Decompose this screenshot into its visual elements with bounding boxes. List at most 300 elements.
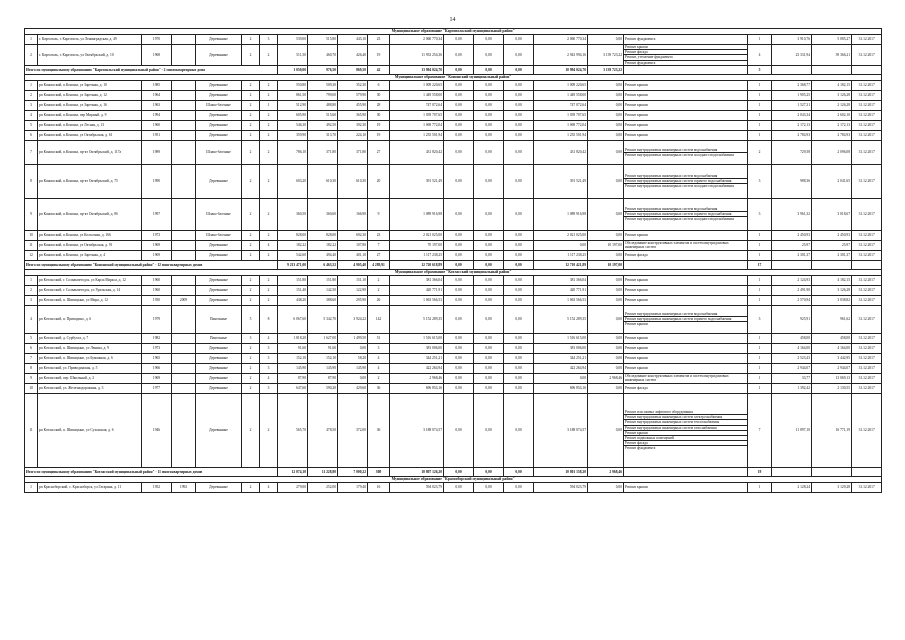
cost-limit: 961,62 [812, 305, 852, 333]
resident-count: 6 [368, 80, 390, 90]
repair-work-item: Ремонт крыши [625, 278, 648, 283]
repair-work-item: Ремонт фундамента [625, 446, 656, 451]
work-count: 1 [748, 285, 772, 295]
table-row [25, 90, 882, 100]
house-address: рп Коношский, п.Коноша, ул Заречная, д. 12 [38, 90, 142, 100]
cost-limit: 2 944,07 [812, 363, 852, 373]
other-funds-sum: 3 139 723,22 [588, 65, 624, 74]
fund-share: 0,00 [444, 240, 474, 250]
floor-count: 2 [242, 35, 260, 45]
total-repair-cost: 594 023,79 [390, 482, 444, 492]
total-repair-cost: 381 366,04 [390, 275, 444, 285]
regional-budget-sum: 0,00 [474, 260, 504, 269]
resident-count: 27 [368, 140, 390, 164]
cost-limit: 2 126,28 [812, 100, 852, 110]
unit-cost: 2 523,43 [772, 353, 812, 363]
residential-area: 145,90 [338, 363, 368, 373]
premises-area-sum: 6 463,52 [308, 260, 338, 269]
repair-work-item: Обследование конструктивных элементов и систем внутридомовых инженерных систем [625, 374, 729, 383]
wall-material: Деревянные [196, 35, 242, 45]
resident-count: 19 [368, 130, 390, 140]
reconstruction-year [172, 100, 196, 110]
regional-budget: 0,00 [474, 285, 504, 295]
work-count-sum: 5 [748, 65, 772, 74]
entrance-count: 3 [260, 383, 278, 393]
house-address: рп Коношский, п.Коноша, пер Мирный, д. 9 [38, 110, 142, 120]
premises-area: 515,60 [308, 110, 338, 120]
row-number: 11 [25, 393, 38, 467]
unit-cost: 3 910,76 [772, 35, 812, 45]
premises-area: 87,90 [308, 373, 338, 383]
local-budget: 0,00 [504, 295, 534, 305]
resident-count: 23 [368, 35, 390, 45]
fund-share: 0,00 [444, 295, 474, 305]
build-year: 1952 [142, 482, 172, 492]
resident-sum: 4 289,91 [368, 260, 390, 269]
total-repair-cost: 2 021 025,00 [390, 230, 444, 240]
total-area: 182,22 [278, 240, 308, 250]
reconstruction-year [172, 275, 196, 285]
blank-cell [852, 65, 882, 74]
repair-work-item: Ремонт крыши [625, 233, 648, 238]
regional-budget: 0,00 [474, 35, 504, 45]
resident-count: 36 [368, 393, 390, 467]
reconstruction-year [172, 353, 196, 363]
blank-cell [812, 467, 852, 476]
reconstruction-year [172, 80, 196, 90]
wall-material: Деревянные [196, 343, 242, 353]
build-year: 1965 [142, 353, 172, 363]
owners-funds: 0,00 [534, 240, 588, 250]
entrance-count: 2 [260, 130, 278, 140]
work-count: 1 [748, 353, 772, 363]
build-year: 1969 [142, 373, 172, 383]
fund-share: 0,00 [444, 343, 474, 353]
wall-material: Деревянные [196, 80, 242, 90]
fund-share: 0,00 [444, 90, 474, 100]
repair-works [624, 164, 748, 198]
repair-works [624, 275, 748, 285]
owners-funds: 1 039 707,65 [534, 110, 588, 120]
premises-area: 488,80 [308, 100, 338, 110]
regional-budget: 0,00 [474, 90, 504, 100]
other-funds: 10 197,00 [588, 240, 624, 250]
local-budget: 0,00 [504, 285, 534, 295]
repair-works [624, 383, 748, 393]
repair-work-item: Ремонт крыши [625, 133, 648, 138]
other-funds: 0,00 [588, 90, 624, 100]
unit-cost: 23 331,94 [772, 45, 812, 66]
total-area: 279,00 [278, 482, 308, 492]
owners-funds: 381 366,04 [534, 275, 588, 285]
resident-count: 51 [368, 333, 390, 343]
entrance-count: 3 [260, 343, 278, 353]
works-blank [624, 467, 748, 476]
regional-budget: 0,00 [474, 353, 504, 363]
unit-cost: 2 784,93 [772, 130, 812, 140]
fund-share: 0,00 [444, 250, 474, 260]
premises-area: 509,30 [308, 80, 338, 90]
municipality-header: Муниципальное образование "Каргопольский муниципальный район" [25, 29, 882, 35]
floor-count: 2 [242, 343, 260, 353]
floor-count: 2 [242, 363, 260, 373]
local-budget: 0,00 [504, 198, 534, 230]
completion-date: 31.12.2017 [852, 250, 882, 260]
local-budget: 0,00 [504, 140, 534, 164]
repair-work-item: Ремонт внутридомовых инженерных систем водоснабжения [624, 174, 747, 179]
repair-works [624, 80, 748, 90]
row-number: 3 [25, 295, 38, 305]
premises-area: 182,22 [308, 240, 338, 250]
regional-budget: 0,00 [474, 110, 504, 120]
blank-cell [852, 260, 882, 269]
repair-works [624, 353, 748, 363]
total-area: 151,80 [278, 275, 308, 285]
other-funds-sum: 10 197,00 [588, 260, 624, 269]
build-year: 1946 [142, 393, 172, 467]
other-funds: 0,00 [588, 363, 624, 373]
repair-works [624, 333, 748, 343]
fund-share-sum: 0,00 [444, 260, 474, 269]
row-number: 4 [25, 110, 38, 120]
row-number: 7 [25, 140, 38, 164]
unit-cost: 925,91 [772, 305, 812, 333]
house-address: г. Каргополь, г. Каргополь, ул Ленинградская, д. 49 [38, 35, 142, 45]
cost-limit: 2 130,55 [812, 383, 852, 393]
build-year: 1982 [142, 333, 172, 343]
owners-funds-sum: 10 994 024,70 [534, 65, 588, 74]
wall-material: Деревянные [196, 45, 242, 66]
row-number: 6 [25, 343, 38, 353]
premises-area: 371,80 [308, 140, 338, 164]
entrance-count: 2 [260, 90, 278, 100]
resident-count: 16 [368, 482, 390, 492]
total-repair-cost: 3 188 074,57 [390, 393, 444, 467]
local-budget: 0,00 [504, 110, 534, 120]
total-area: 152,10 [278, 353, 308, 363]
other-funds: 0,00 [588, 230, 624, 240]
table-row [25, 140, 882, 164]
regional-budget: 0,00 [474, 275, 504, 285]
table-row [25, 353, 882, 363]
table-row [25, 100, 882, 110]
completion-date: 31.12.2017 [852, 110, 882, 120]
entrance-count: 2 [260, 295, 278, 305]
entrance-count: 2 [260, 198, 278, 230]
table-row [25, 130, 882, 140]
cost-limit: 2 301,37 [812, 250, 852, 260]
repair-work-item: Ремонт крыши [625, 123, 648, 128]
row-number: 6 [25, 130, 38, 140]
row-number: 1 [25, 80, 38, 90]
owners-funds: 344 251,21 [534, 353, 588, 363]
wall-material: Шлако-блочные [196, 100, 242, 110]
total-area: 145,90 [278, 363, 308, 373]
house-address: рп Котласский, п. Приводино, д. 6 [38, 305, 142, 333]
total-repair-cost: 1 089 916,98 [390, 198, 444, 230]
total-label: Итого по муниципальному образованию "Каргопольский муниципальный район" - 2 многоквартирных дома [25, 65, 278, 74]
resident-count: 30 [368, 110, 390, 120]
work-count: 2 [748, 140, 772, 164]
cost-limit: 3 018,67 [812, 198, 852, 230]
build-year: 1990 [142, 164, 172, 198]
repair-works [624, 393, 748, 467]
local-budget: 0,00 [504, 100, 534, 110]
entrance-count: 4 [260, 482, 278, 492]
other-funds: 0,00 [588, 305, 624, 333]
work-count: 1 [748, 90, 772, 100]
entrance-count: 4 [260, 373, 278, 383]
table-row [25, 230, 882, 240]
wall-material: Деревянные [196, 250, 242, 260]
house-address: рп Коношский, п.Коноша, ул Заречная, д. 10 [38, 80, 142, 90]
residential-area-sum: 869,50 [338, 65, 368, 74]
resident-count: 27 [368, 250, 390, 260]
house-address: рп Котласский, п. Шипицыно, ул Бумажная, д. 6 [38, 353, 142, 363]
repair-work-item: Обследование конструктивных элементов и систем внутридомовых инженерных систем [625, 241, 729, 250]
wall-material: Деревянные [196, 90, 242, 100]
repair-cost-sum: 12 720 618,89 [390, 260, 444, 269]
cost-limit: 13 069,13 [812, 373, 852, 383]
entrance-count: 4 [260, 333, 278, 343]
total-repair-cost: 344 251,21 [390, 353, 444, 363]
residential-area: 3 924,22 [338, 305, 368, 333]
completion-date: 31.12.2017 [852, 285, 882, 295]
floor-count: 3 [242, 333, 260, 343]
repair-work-item: Ремонт внутридомовых инженерных систем горячего водоснабжения [624, 317, 747, 322]
floor-count: 2 [242, 353, 260, 363]
row-number: 9 [25, 198, 38, 230]
page-number: 14 [449, 17, 456, 23]
premises-area-sum: 976,50 [308, 65, 338, 74]
cost-limit: 2 172,13 [812, 120, 852, 130]
unit-cost: 2 491,90 [772, 285, 812, 295]
build-year: 1960 [142, 285, 172, 295]
premises-area: 799,00 [308, 90, 338, 100]
total-area: 6 067,60 [278, 305, 308, 333]
local-budget: 0,00 [504, 373, 534, 383]
residential-area: 0,00 [338, 343, 368, 353]
owners-funds: 422 264,94 [534, 363, 588, 373]
total-repair-cost: 11 933 254,36 [390, 45, 444, 66]
work-count: 4 [748, 45, 772, 66]
unit-cost: 458,00 [772, 333, 812, 343]
other-funds: 0,00 [588, 393, 624, 467]
table-row [25, 285, 882, 295]
municipality-header: Муниципальное образование "Красноборский муниципальный район" [25, 476, 882, 482]
regional-budget: 0,00 [474, 230, 504, 240]
cost-limit: 3 126,28 [812, 90, 852, 100]
completion-date: 31.12.2017 [852, 482, 882, 492]
regional-budget: 0,00 [474, 343, 504, 353]
resident-count: 20 [368, 164, 390, 198]
reconstruction-year [172, 373, 196, 383]
unit-cost: 2 944,07 [772, 363, 812, 373]
residential-area-sum: 4 905,40 [338, 260, 368, 269]
completion-date: 31.12.2017 [852, 333, 882, 343]
local-budget-sum: 0,00 [504, 65, 534, 74]
unit-cost: 729,58 [772, 140, 812, 164]
house-address: рп Котласский, п. Шипицыно, ул Ленина, д. 9 [38, 343, 142, 353]
owners-funds: 3 188 074,57 [534, 393, 588, 467]
repair-work-item: Ремонт фасада [624, 50, 747, 55]
fund-share-sum: 0,00 [444, 65, 474, 74]
repair-work-item: Ремонт или замена лифтового оборудования [624, 410, 747, 415]
premises-area: 478,50 [308, 393, 338, 467]
owners-funds: 381 006,00 [534, 343, 588, 353]
work-count: 1 [748, 363, 772, 373]
table-row [25, 363, 882, 373]
floor-count: 5 [242, 305, 260, 333]
table-row [25, 383, 882, 393]
fund-share: 0,00 [444, 120, 474, 130]
table-row [25, 164, 882, 198]
wall-material: Деревянные [196, 482, 242, 492]
regional-budget: 0,00 [474, 305, 504, 333]
residential-area: 692,30 [338, 230, 368, 240]
table-row [25, 198, 882, 230]
other-funds: 0,00 [588, 120, 624, 130]
table-row [25, 45, 882, 66]
entrance-count: 3 [260, 353, 278, 363]
repair-work-item: Ремонт крыши [625, 485, 648, 490]
wall-material: Деревянные [196, 353, 242, 363]
row-number: 5 [25, 333, 38, 343]
resident-count: 2 [368, 285, 390, 295]
entrance-count: 1 [260, 100, 278, 110]
repair-work-item: Ремонт крыши [625, 113, 648, 118]
total-area: 565,70 [278, 393, 308, 467]
floor-count: 2 [242, 140, 260, 164]
table-row [25, 120, 882, 130]
repair-works [624, 35, 748, 45]
house-address: рп Коношский, п.Коноша, ул Лесная, д. 13 [38, 120, 142, 130]
repair-cost-sum: 13 994 024,70 [390, 65, 444, 74]
local-budget: 0,00 [504, 230, 534, 240]
unit-cost: 2 172,13 [772, 120, 812, 130]
build-year: 1997 [142, 198, 172, 230]
work-count: 1 [748, 100, 772, 110]
repair-work-item: Ремонт фасада [624, 441, 747, 446]
other-funds: 0,00 [588, 164, 624, 198]
owners-funds: 1 449 558,00 [534, 90, 588, 100]
total-repair-cost: 1 516 615,00 [390, 333, 444, 343]
owners-funds: 391 521,49 [534, 164, 588, 198]
local-budget: 0,00 [504, 35, 534, 45]
build-year: 1985 [142, 80, 172, 90]
total-area: 360,50 [278, 198, 308, 230]
other-funds: 0,00 [588, 250, 624, 260]
total-area: 448,20 [278, 295, 308, 305]
fund-share: 0,00 [444, 198, 474, 230]
residential-area: 371,80 [338, 140, 368, 164]
local-budget: 0,00 [504, 343, 534, 353]
entrance-count: 3 [260, 35, 278, 45]
unit-cost: 33,77 [772, 373, 812, 383]
wall-material: Шлако-блочные [196, 140, 242, 164]
wall-material: Деревянные [196, 120, 242, 130]
floor-count: 2 [242, 373, 260, 383]
other-funds: 0,00 [588, 110, 624, 120]
house-address: рп Котласский, пер. Школьный, д. 2 [38, 373, 142, 383]
cost-limit: 2 602,10 [812, 110, 852, 120]
premises-area: 388,60 [308, 295, 338, 305]
table-row [25, 80, 882, 90]
work-count: 1 [748, 343, 772, 353]
resident-count: 36 [368, 383, 390, 393]
local-budget: 0,00 [504, 90, 534, 100]
work-count: 1 [748, 35, 772, 45]
premises-area: 5 342,70 [308, 305, 338, 333]
repair-works [624, 343, 748, 353]
entrance-count: 2 [260, 140, 278, 164]
house-address: рп Коношский, п.Коноша, пр-кт Октябрьский, д. 8б [38, 198, 142, 230]
resident-sum: 42 [368, 65, 390, 74]
blank-cell [852, 467, 882, 476]
total-repair-cost: 1 235 501,94 [390, 130, 444, 140]
house-address: рп Котласский, ул. Железнодорожная, д. 3 [38, 383, 142, 393]
build-year: 1930 [142, 295, 172, 305]
total-area: 511,50 [278, 45, 308, 66]
fund-share: 0,00 [444, 164, 474, 198]
premises-area: 828,00 [308, 230, 338, 240]
repair-works [624, 285, 748, 295]
resident-count: 30 [368, 90, 390, 100]
build-year: 1951 [142, 130, 172, 140]
fund-share: 0,00 [444, 305, 474, 333]
unit-cost: 11 897,10 [772, 393, 812, 467]
cost-limit: 4 164,00 [812, 343, 852, 353]
repair-works [624, 100, 748, 110]
resident-count: 23 [368, 230, 390, 240]
row-number: 8 [25, 164, 38, 198]
fund-share: 0,00 [444, 373, 474, 383]
premises-area: 252,00 [308, 482, 338, 492]
repair-work-item: Ремонт крыши [625, 288, 648, 293]
unit-cost: 25,97 [772, 240, 812, 250]
fund-share: 0,00 [444, 35, 474, 45]
house-address: рп Коношский, п.Коноша, ул Октябрьская, д. 91 [38, 240, 142, 250]
total-area: 151,40 [278, 285, 308, 295]
reconstruction-year [172, 90, 196, 100]
table-row [25, 482, 882, 492]
premises-area: 145,90 [308, 363, 338, 373]
repair-work-item: Ремонт крыши [625, 322, 648, 327]
reconstruction-year [172, 198, 196, 230]
blank-cell [772, 467, 812, 476]
total-area-sum: 12 074,10 [278, 467, 308, 476]
entrance-count: 2 [260, 45, 278, 66]
table-row [25, 110, 882, 120]
row-number: 3 [25, 100, 38, 110]
reconstruction-year [172, 130, 196, 140]
total-label: Итого по муниципальному образованию "Котласский муниципальный район" - 11 многоквартирных домов [25, 467, 278, 476]
resident-count: 142 [368, 305, 390, 333]
floor-count: 2 [242, 45, 260, 66]
repair-works [624, 295, 748, 305]
fund-share: 0,00 [444, 130, 474, 140]
resident-count: 7 [368, 240, 390, 250]
residential-area: 58,20 [338, 353, 368, 363]
regional-budget: 0,00 [474, 240, 504, 250]
owners-funds: 0,00 [534, 373, 588, 383]
floor-count: 2 [242, 285, 260, 295]
entrance-count: 2 [260, 275, 278, 285]
completion-date: 31.12.2017 [852, 100, 882, 110]
repair-work-item: Ремонт внутридомовых инженерных систем водоснабжения [624, 312, 747, 317]
completion-date: 31.12.2017 [852, 383, 882, 393]
residential-area-sum: 7 000,22 [338, 467, 368, 476]
